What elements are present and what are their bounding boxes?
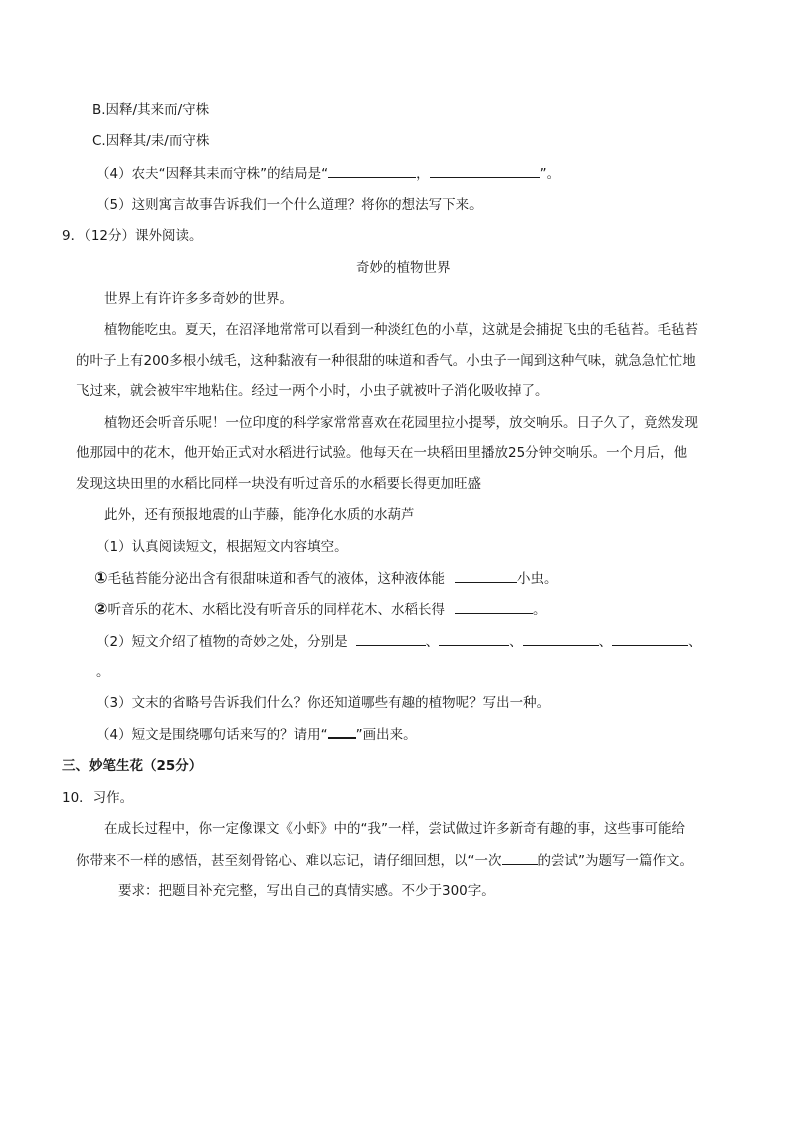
l2-text: 你带来不一样的感悟，甚至刻骨铭心、难以忘记，请仔细回想，以“一次 [76, 853, 502, 869]
sep: 、 [688, 634, 702, 650]
passage-title: 奇妙的植物世界 [356, 260, 451, 276]
answer-blank[interactable] [455, 599, 533, 614]
circled-number-1: ① [94, 568, 108, 587]
passage-line: 的叶子上有200多根小绒毛，这种黏液有一种很甜的味道和香气。小虫子一闻到这种气味，就急急忙忙地 [76, 353, 696, 369]
answer-blank[interactable] [523, 631, 599, 646]
question-10-header: 10．习作。 [62, 790, 134, 806]
passage-line: 飞过来，就会被牢牢地粘住。经过一两个小时，小虫子就被叶子消化吸收掉了。 [76, 383, 549, 399]
answer-blank[interactable] [356, 631, 426, 646]
question-5: （5）这则寓言故事告诉我们一个什么道理？将你的想法写下来。 [96, 197, 483, 213]
sep: 、 [598, 634, 613, 650]
s1b-end: 。 [533, 602, 547, 618]
answer-blank[interactable] [430, 163, 540, 178]
section-heading: 三、妙笔生花（25分） [62, 758, 203, 774]
answer-blank[interactable] [612, 631, 688, 646]
question-4 [96, 163, 560, 184]
answer-blank[interactable] [328, 163, 416, 178]
subquestion-1a [94, 568, 558, 589]
option-b: B.因释/其来而/守株 [92, 102, 210, 118]
passage-line: 发现这块田里的水稻比同样一块没有听过音乐的水稻要长得更加旺盛 [76, 476, 481, 492]
passage-line: 他那园中的花木，他开始正式对水稻进行试验。他每天在一块稻田里播放25分钟交响乐。一个月后，他 [76, 445, 688, 461]
sep: 、 [509, 634, 523, 650]
passage-line: 植物能吃虫。夏天，在沼泽地常常可以看到一种淡红色的小草，这就是会捕捉飞虫的毛毡苔。毛毡苔 [104, 322, 698, 338]
prompt-line: 在成长过程中，你一定像课文《小虾》中的“我”一样，尝试做过许多新奇有趣的事，这些事可能给 [104, 821, 685, 837]
q4-comma: ， [416, 166, 430, 182]
circled-number-2: ② [94, 599, 108, 618]
q4-end: ”。 [539, 166, 561, 182]
subquestion-2-end: 。 [96, 664, 110, 680]
passage-paragraph: 世界上有许许多多奇妙的世界。 [104, 291, 293, 307]
s4-end: ”画出来。 [355, 727, 417, 743]
s1b-text: 听音乐的花木、水稻比没有听音乐的同样花木、水稻长得 [107, 602, 446, 618]
l2-end: 的尝试”为题写一篇作文。 [537, 853, 693, 869]
s2-text: （2）短文介绍了植物的奇妙之处，分别是 [96, 634, 348, 650]
question-9-header: 9．（12分）课外阅读。 [62, 228, 203, 244]
passage-paragraph: 此外，还有预报地震的山芋藤，能净化水质的水葫芦 [104, 507, 415, 523]
subquestion-2 [96, 631, 702, 652]
option-c: C.因释其/耒/而守株 [92, 133, 210, 149]
prompt-line-2 [76, 850, 693, 871]
subquestion-1: （1）认真阅读短文，根据短文内容填空。 [96, 539, 348, 555]
sep: 、 [425, 634, 440, 650]
answer-blank[interactable] [455, 568, 517, 583]
passage-line: 植物还会听音乐呢！一位印度的科学家常常喜欢在花园里拉小提琴，放交响乐。日子久了，竟然发现 [104, 415, 698, 431]
answer-blank[interactable] [502, 850, 538, 865]
s4-text: （4）短文是围绕哪句话来写的？请用“ [96, 727, 328, 743]
underline-sample [328, 725, 356, 739]
s1a-text: 毛毡苔能分泌出含有很甜味道和香气的液体，这种液体能 [107, 571, 446, 587]
q4-text: （4）农夫“因释其耒而守株”的结局是“ [96, 166, 329, 182]
subquestion-1b [94, 599, 547, 620]
requirement: 要求：把题目补充完整，写出自己的真情实感。不少于300字。 [118, 883, 495, 899]
answer-blank[interactable] [439, 631, 509, 646]
subquestion-3: （3）文末的省略号告诉我们什么？你还知道哪些有趣的植物呢？写出一种。 [96, 695, 551, 711]
subquestion-4 [96, 725, 417, 745]
s1a-end: 小虫。 [517, 571, 558, 587]
